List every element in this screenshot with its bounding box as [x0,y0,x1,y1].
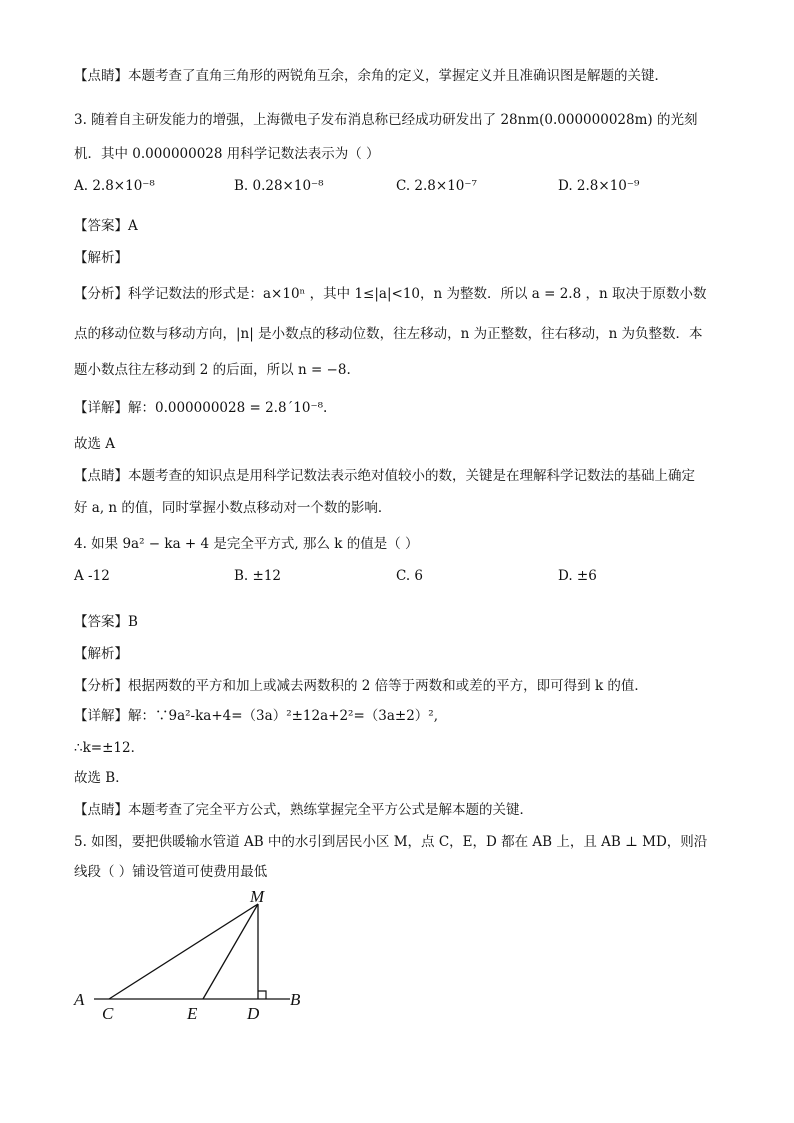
q4-choice: 故选 B． [74,770,129,786]
segment-me [203,904,258,999]
q4-detail: 【详解】解：∵9a²-ka+4=（3a）²±12a+2²=（3a±2）², [74,708,439,724]
q4-option-a: A -12 [74,568,110,584]
q3-keypoint-line1: 【点睛】本题考查的知识点是用科学记数法表示绝对值较小的数，关键是在理解科学记数法的基础上确定 [74,468,695,484]
segment-mc [109,904,258,999]
right-angle-mark [258,991,266,999]
q3-stem-line1: 3. 随着自主研发能力的增强，上海微电子发布消息称已经成功研发出了 28nm(0.000000028m) 的光刻 [74,112,698,128]
q5-stem-line1: 5. 如图，要把供暖输水管道 AB 中的水引到居民小区 M，点 C，E，D 都在 AB 上，且 AB ⊥ MD，则沿 [74,834,708,850]
q4-keypoint: 【点睛】本题考查了完全平方公式，熟练掌握完全平方公式是解本题的关键． [74,802,533,818]
q3-option-a: A. 2.8×10⁻⁸ [74,178,155,194]
q4-analysis-label: 【解析】 [74,646,128,662]
q4-stem: 4. 如果 9a² − ka + 4 是完全平方式, 那么 k 的值是（ ） [74,536,419,552]
q4-option-d: D. ±6 [558,568,597,584]
q3-stem-line2: 机．其中 0.000000028 用科学记数法表示为（ ） [74,146,380,162]
label-c: C [102,1004,114,1023]
q3-fenxi-line1: 【分析】科学记数法的形式是：a×10ⁿ ，其中 1≤|a|<10，n 为整数．所以 a = 2.8 ，n 取决于原数小数 [74,286,707,302]
q4-option-c: C. 6 [396,568,424,584]
label-a: A [74,990,85,1009]
q4-therefore: ∴k=±12． [74,740,145,756]
previous-key-point: 【点睛】本题考查了直角三角形的两锐角互余，余角的定义，掌握定义并且准确识图是解题的关键． [74,68,668,84]
q3-keypoint-line2: 好 a, n 的值，同时掌握小数点移动对一个数的影响． [74,500,392,516]
label-b: B [290,990,301,1009]
q3-option-c: C. 2.8×10⁻⁷ [396,178,477,194]
q5-geometry-figure [60,880,320,1030]
label-m: M [250,887,265,906]
q3-choice: 故选 A [74,436,116,452]
q4-answer: 【答案】B [74,614,138,630]
q3-detail: 【详解】解：0.000000028 = 2.8´10⁻⁸. [74,400,328,416]
q3-answer: 【答案】A [74,218,138,234]
q3-option-d: D. 2.8×10⁻⁹ [558,178,640,194]
q3-fenxi-line3: 题小数点往左移动到 2 的后面，所以 n = −8. [74,362,351,378]
q3-analysis-label: 【解析】 [74,250,128,266]
q4-option-b: B. ±12 [234,568,281,584]
q3-option-b: B. 0.28×10⁻⁸ [234,178,324,194]
q4-fenxi: 【分析】根据两数的平方和加上或减去两数积的 2 倍等于两数和或差的平方，即可得到 k 的值． [74,678,648,694]
label-d: D [247,1004,260,1023]
label-e: E [187,1004,198,1023]
q5-stem-line2: 线段（ ）铺设管道可使费用最低 [74,864,268,880]
q3-fenxi-line2: 点的移动位数与移动方向，|n| 是小数点的移动位数，往左移动，n 为正整数，往右移动，n 为负整数．本 [74,326,703,342]
